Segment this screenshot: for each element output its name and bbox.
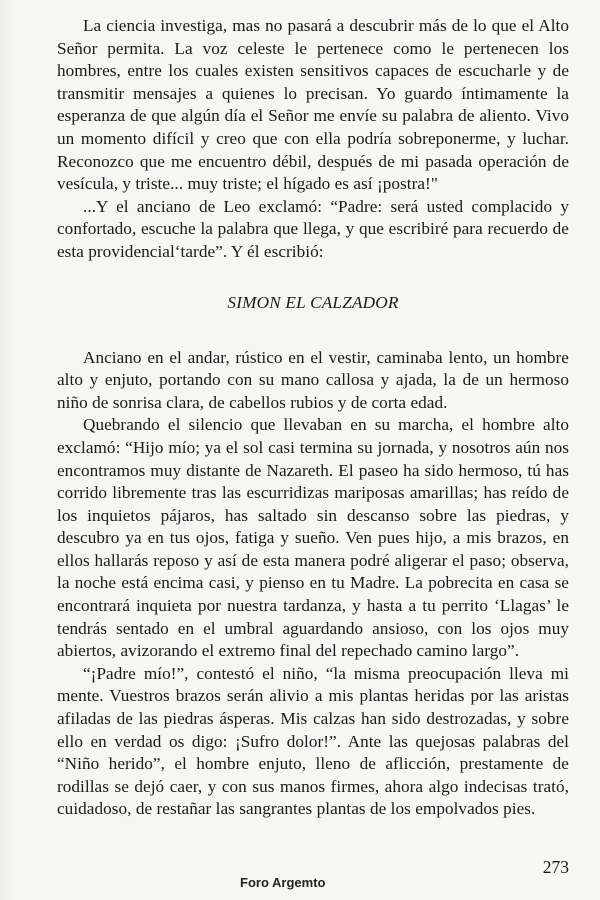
paragraph-ciencia: La ciencia investiga, mas no pasará a descubrir más de lo que el Alto Señor permita. La voz celeste le pertenece como le pertenecen los hombres, entre los cuales existen sensitivos capaces de escucharle y de transmitir mensajes a quienes lo precisan. Yo guardo íntimamente la esperanza de que algún día el Señor me envíe su palabra de aliento. Vivo un momento difícil y creo que con ella podría sobreponerme, y luchar. Reconozco que me encuentro débil, después de mi pasada operación de vesícula, y triste... muy triste; el hígado es así ¡postra!" bbox=[57, 16, 569, 194]
chapter-title: SIMON EL CALZADOR bbox=[227, 292, 399, 312]
forum-watermark: Foro Argemto bbox=[240, 875, 326, 890]
paragraph-anciano-de-leo: ...Y el anciano de Leo exclamó: “Padre: será usted complacido y confortado, escuche la palabra que llega, y que escribiré para recuerdo de esta providencial‘tarde”. Y él escribió: bbox=[57, 196, 569, 261]
paragraph-quebrando-silencio: Quebrando el silencio que llevaban en su marcha, el hombre alto exclamó: “Hijo mío; ya el sol casi termina su jornada, y nosotros aún nos encontramos muy distante de Nazareth. El paseo ha sido hermoso, tú has corrido libremente tras las escurridizas mariposas amarillas; has reído de los inquietos pájaros, has saltado sin descanso sobre las piedras, y descubro ya en tus ojos, fatiga y sueño. Ven pues hijo, a mis brazos, en ellos hallarás reposo y así de esta manera podré aligerar el paso; observa, la noche está encima casi, y pienso en tu Madre. La pobrecita en casa se encontrará inquieta por nuestra tardanza, y hasta a tu perrito ‘Llagas’ le tendrás sentado en el umbral aguardando ansioso, con los ojos muy abiertos, avizorando el extremo final del repechado camino largo”. bbox=[57, 415, 569, 661]
page-text bbox=[57, 15, 569, 821]
page-number: 273 bbox=[542, 857, 569, 877]
paragraph-anciano-andar: Anciano en el andar, rústico en el vestir, caminaba lento, un hombre alto y enjuto, portando con su mano callosa y ajada, la de un hermoso niño de sonrisa clara, de cabellos rubios y de corta edad. bbox=[57, 347, 569, 412]
paragraph-padre-mio: “¡Padre mío!”, contestó el niño, “la misma preocupación lleva mi mente. Vuestros brazos serán alivio a mis plantas heridas por las aristas afiladas de las piedras ásperas. Mis calzas han sido destrozadas, y sobre ello en verdad os digo: ¡Sufro dolor!”. Ante las quejosas palabras del “Niño herido”, el hombre enjuto, lleno de aflicción, prestamente de rodillas se dejó caer, y con sus manos firmes, ahora algo indecisas trató, cuidadoso, de restañar las sangrantes plantas de los empolvados pies. bbox=[57, 663, 569, 819]
